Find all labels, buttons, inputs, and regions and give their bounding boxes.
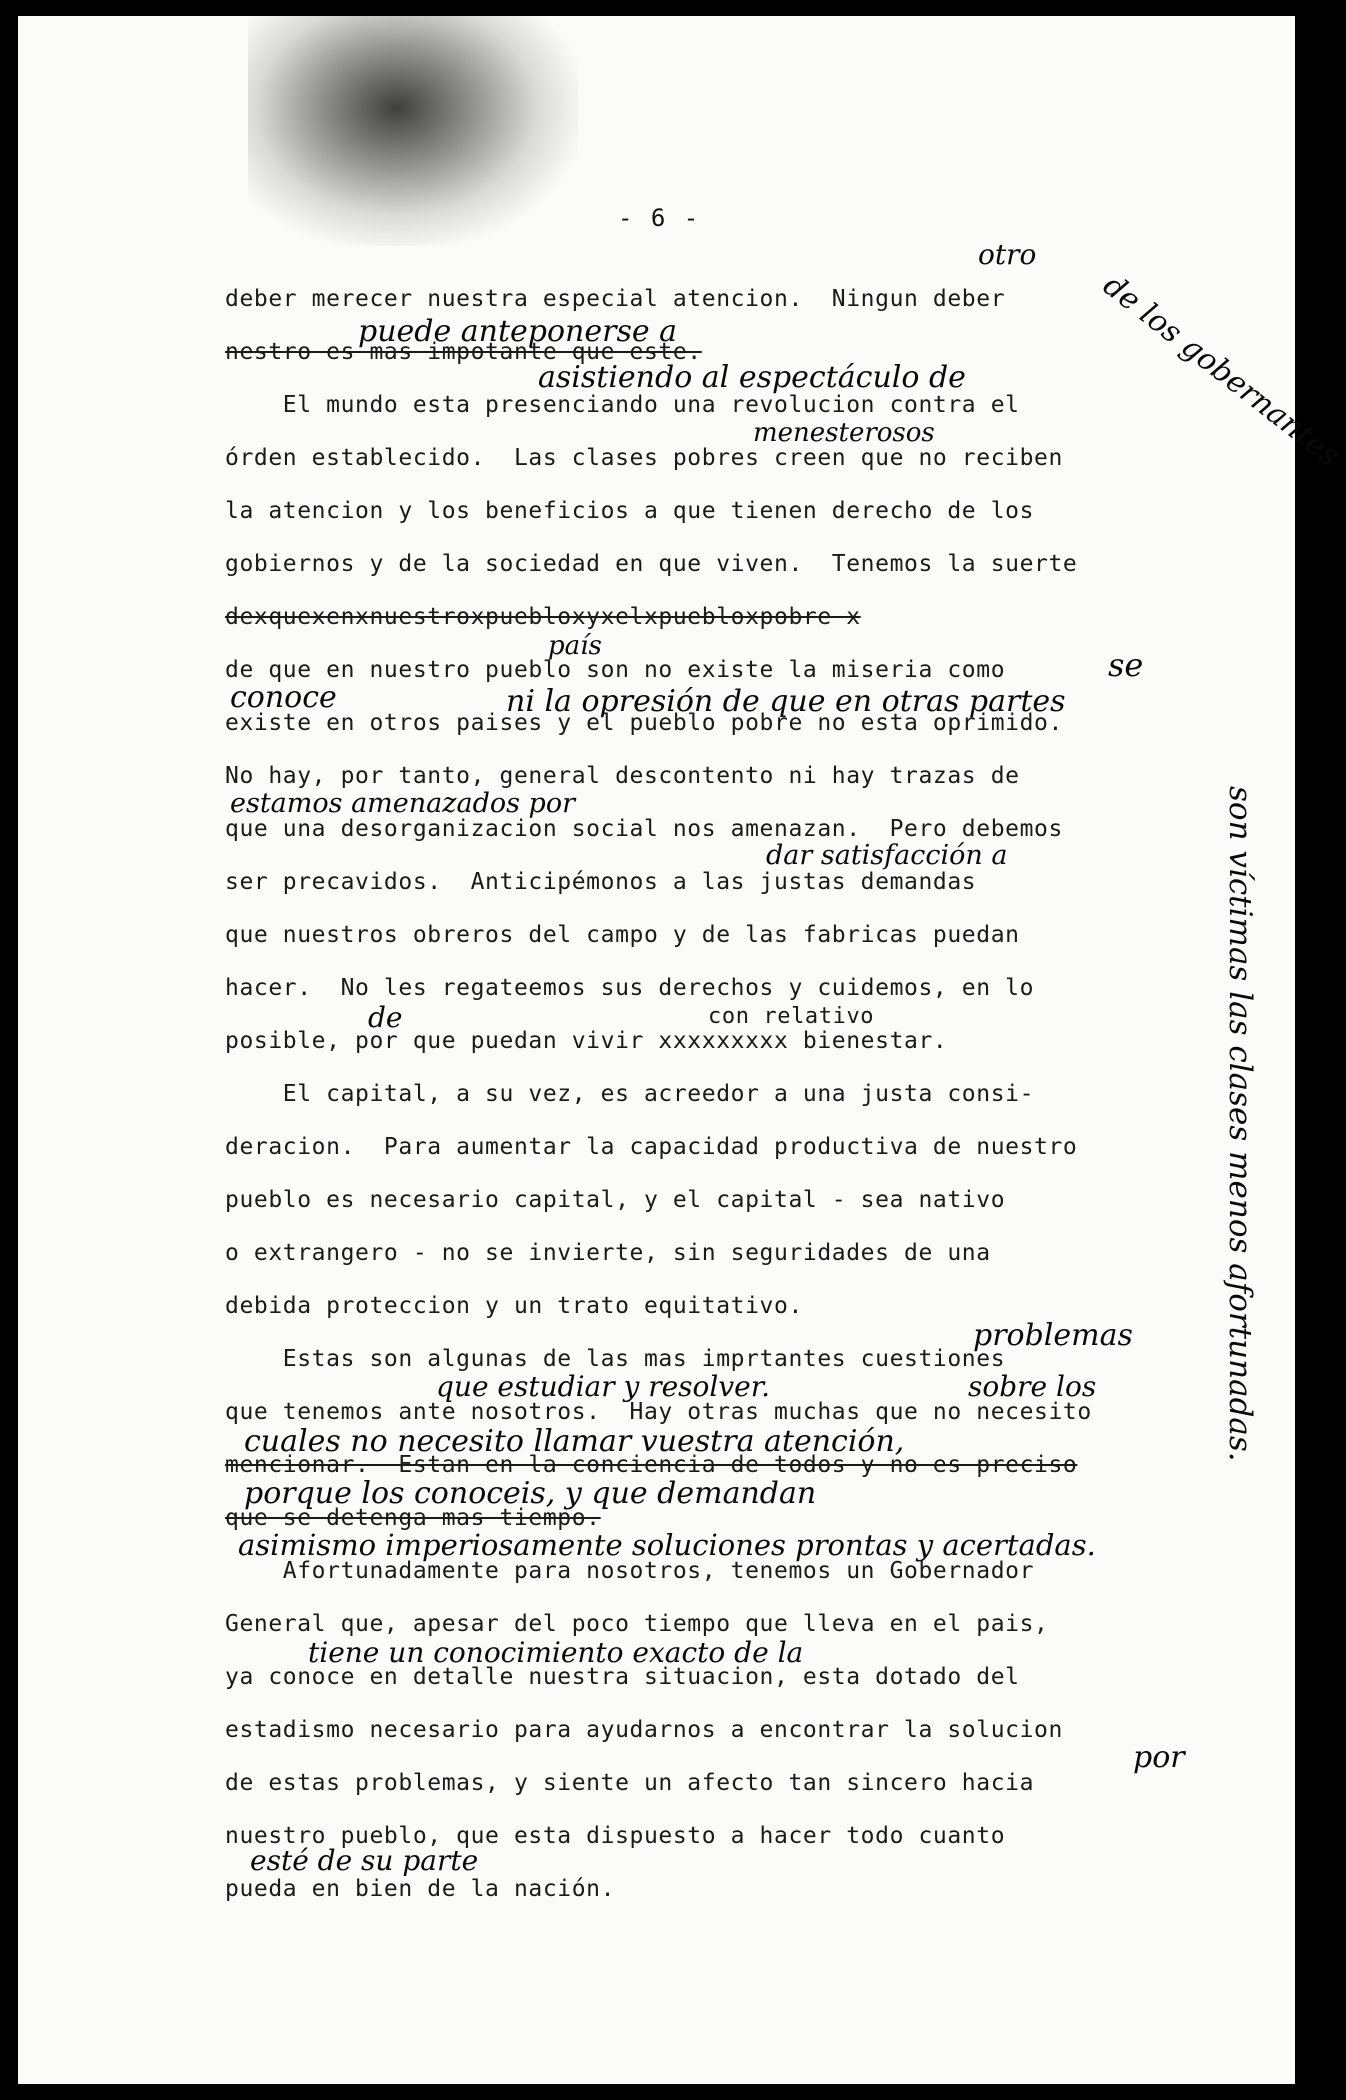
handwritten-note-anteponerse: puede anteponerse a [358, 314, 678, 349]
typed-line-8: de que en nuestro pueblo son no existe la miseria como [225, 657, 1006, 683]
handwritten-note-satisfaccion: dar satisfacción a [766, 840, 1008, 871]
typed-line-16: El capital, a su vez, es acreedor a una justa consi- [225, 1081, 1035, 1107]
page-number: - 6 - [618, 204, 701, 232]
typed-line-30: nuestro pueblo, que esta dispuesto a hacer todo cuanto [225, 1823, 1006, 1849]
handwritten-note-gobernantes: de los gobernantes [1096, 268, 1346, 474]
typed-line-10: No hay, por tanto, general descontento ni hay trazas de [225, 763, 1020, 789]
typed-line-17: deracion. Para aumentar la capacidad productiva de nuestro [225, 1134, 1078, 1160]
handwritten-note-amenazados: estamos amenazados por [230, 788, 575, 819]
typed-line-29: de estas problemas, y siente un afecto tan sincero hacia [225, 1770, 1035, 1796]
handwritten-note-estudiar: que estudiar y resolver. [436, 1370, 770, 1403]
handwritten-note-soluciones: asimismo imperiosamente soluciones prontas y acertadas. [238, 1528, 1096, 1562]
handwritten-note-espectaculo: asistiendo al espectáculo de [538, 360, 966, 395]
typed-line-11: que una desorganizacion social nos amenazan. Pero debemos [225, 816, 1063, 842]
typed-line-28: estadismo necesario para ayudarnos a encontrar la solucion [225, 1717, 1063, 1743]
typed-line-4: órden establecido. Las clases pobres creen que no reciben [225, 445, 1063, 471]
handwritten-note-conoceis: porque los conoceis, y que demandan [244, 1476, 817, 1511]
typed-line-2: nestro es mas impotante que este. [225, 339, 702, 365]
typed-line-6: gobiernos y de la sociedad en que viven. Tenemos la suerte [225, 551, 1078, 577]
typed-line-25: Afortunadamente para nosotros, tenemos un Gobernador [225, 1558, 1035, 1584]
typed-line-15: posible, por que puedan vivir xxxxxxxxx bienestar. [225, 1028, 948, 1054]
handwritten-note-sobre-los: sobre los [968, 1370, 1097, 1403]
typed-line-21: Estas son algunas de las mas imprtantes cuestiones [225, 1346, 1006, 1372]
handwritten-note-opresion: ni la opresión de que en otras partes [506, 684, 1066, 719]
typed-line-31: pueda en bien de la nación. [225, 1876, 616, 1902]
typed-line-19: o extrangero - no se invierte, sin seguridades de una [225, 1240, 991, 1266]
document-page [18, 16, 1346, 2084]
typed-line-9: existe en otros paises y el pueblo pobre no esta oprimido. [225, 710, 1063, 736]
typed-line-24: que se detenga mas tiempo. [225, 1505, 601, 1531]
typed-line-12: ser precavidos. Anticipémonos a las justas demandas [225, 869, 977, 895]
typed-line-26: General que, apesar del poco tiempo que lleva en el pais, [225, 1611, 1049, 1637]
handwritten-note-cuales: cuales no necesito llamar vuestra atención, [244, 1424, 905, 1459]
handwritten-note-menesterosos: menesterosos [753, 418, 935, 448]
typed-line-3: El mundo esta presenciando una revolucion contra el [225, 392, 1020, 418]
handwritten-note-problemas: problemas [973, 1318, 1133, 1353]
typed-line-18: pueblo es necesario capital, y el capital - sea nativo [225, 1187, 1006, 1213]
typed-insert-con-relativo: con relativo [708, 1004, 875, 1029]
typed-line-23: mencionar. Estan en la conciencia de todos y no es preciso [225, 1452, 1078, 1478]
typed-line-13: que nuestros obreros del campo y de las fabricas puedan [225, 922, 1020, 948]
handwritten-note-conoce: conoce [230, 680, 337, 715]
handwritten-note-otro: otro [978, 238, 1037, 271]
handwritten-note-pais: país [548, 631, 602, 661]
handwritten-note-por: por [1133, 1740, 1185, 1775]
handwritten-note-se: se [1108, 646, 1144, 684]
typed-line-7: dexquexenxnuestroxpuebloxyxelxpuebloxpobre x [225, 604, 861, 630]
ink-smudge [248, 16, 578, 246]
typed-line-5: la atencion y los beneficios a que tienen derecho de los [225, 498, 1035, 524]
typed-line-20: debida proteccion y un trato equitativo. [225, 1293, 803, 1319]
handwritten-margin-victimas: son víctimas las clases menos afortunadas. [1222, 786, 1258, 1462]
handwritten-note-de-su-parte: esté de su parte [250, 1844, 479, 1877]
typed-line-1: deber merecer nuestra especial atencion. Ningun deber [225, 286, 1006, 312]
handwritten-note-conocimiento: tiene un conocimiento exacto de la [308, 1636, 804, 1669]
typed-line-27: ya conoce en detalle nuestra situacion, esta dotado del [225, 1664, 1020, 1690]
typed-line-22: que tenemos ante nosotros. Hay otras muchas que no necesito [225, 1399, 1092, 1425]
handwritten-note-de: de [368, 1001, 403, 1034]
typed-line-14: hacer. No les regateemos sus derechos y cuidemos, en lo [225, 975, 1035, 1001]
